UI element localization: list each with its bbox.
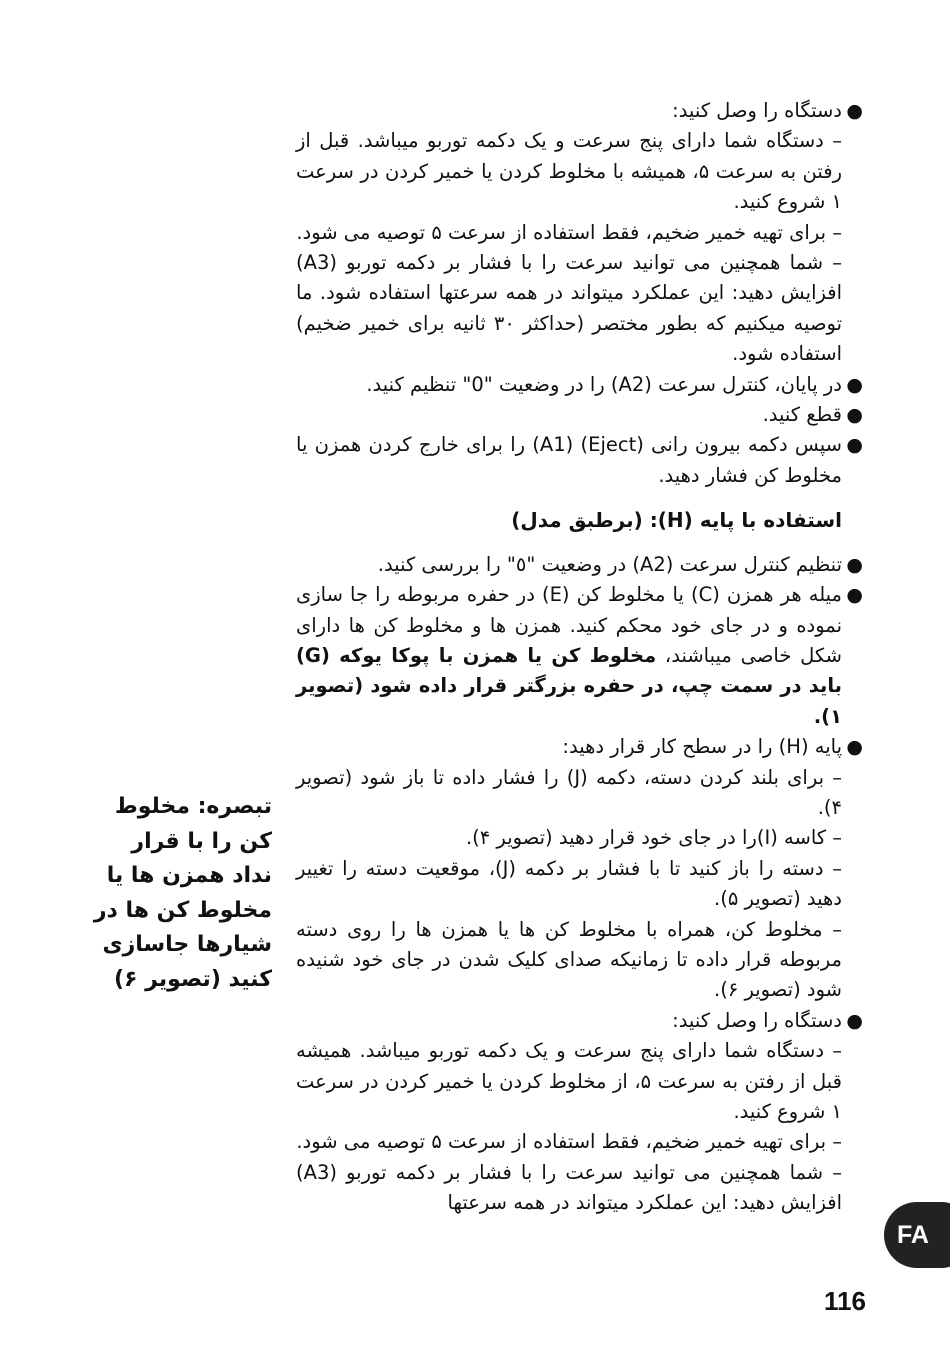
bullet-marker: ● — [846, 553, 863, 576]
instruction-detail: – دستگاه شما دارای پنج سرعت و یک دکمه توربو میباشد. قبل از رفتن به سرعت ۵، همیشه با مخلوط کردن یا خمیر کردن در سرعت ۱ شروع کنید. — [296, 129, 842, 214]
instruction-detail: – برای تهیه خمیر ضخیم، فقط استفاده از سرعت ۵ توصیه می شود. — [296, 220, 842, 244]
bullet-check-speed: ● تنظیم کنترل سرعت (A2) در وضعیت "٥" را بررسی کنید. — [296, 550, 842, 580]
instruction-detail: – کاسه (I)را در جای خود قرار دهید (تصویر ۴). — [465, 826, 842, 850]
instruction-detail: – برای بلند کردن دسته، دکمه (J) را فشار داده تا باز شود (تصویر ۴). — [296, 765, 842, 819]
instruction-detail: – دسته را باز کنید تا با فشار بر دکمه (J)، موقعیت دسته را تغییر دهید (تصویر ۵). — [296, 856, 842, 911]
page-number: 116 — [824, 1286, 866, 1316]
bullet-marker: ● — [846, 373, 863, 396]
bullet-marker: ● — [846, 736, 863, 759]
bullet-connect: ● دستگاه را وصل کنید: — [296, 96, 842, 126]
manual-body — [296, 96, 863, 1219]
bullet-marker: ● — [846, 404, 863, 427]
section-heading: استفاده با پایه (H): (برطبق مدل) — [511, 508, 842, 533]
bullet-connect-2: ● دستگاه را وصل کنید: — [296, 1006, 842, 1036]
instruction-detail: – مخلوط کن، همراه با مخلوط کن ها یا همزن ها را روی دسته مربوطه قرار داده تا زمانیکه صدای کلیک شدن در جای خود شنیده شود (تصویر ۶). — [296, 917, 842, 1002]
instruction-detail: – شما همچنین می توانید سرعت را با فشار بر دکمه توربو (A3) افزایش دهید: این عملکرد میتواند در همه سرعتها — [296, 1160, 842, 1215]
instruction-detail: – دستگاه شما دارای پنج سرعت و یک دکمه توربو میباشد. همیشه قبل از رفتن به سرعت ۵، از مخلوط کردن یا خمیر کردن در سرعت ۱ شروع کنید. — [296, 1039, 842, 1123]
bullet-marker: ● — [846, 1009, 863, 1032]
side-note: تبصره: مخلوط کن را با قرار نداد همزن ها یا مخلوط کن ها در شیارها جاسازی کنید (تصویر ۶) — [93, 794, 272, 992]
bullet-marker: ● — [846, 434, 863, 457]
bullet-insert-accessories: ● میله هر همزن (C) یا مخلوط کن (E) در حفره مربوطه را جا سازی نموده و در جای خود محکم کنید. همزن ها و مخلوط کن ها دارای شکل خاصی میباشند، مخلوط کن یا همزن با پوکا یوکه (G) باید در سمت چپ، در حفره بزرگتر قرار داده شود (تصویر ۱). — [296, 580, 842, 732]
bullet-speed-zero: ● در پایان، کنترل سرعت (A2) را در وضعیت "0" تنظیم کنید. — [296, 370, 842, 400]
bullet-marker: ● — [846, 100, 863, 122]
language-tab-label: FA — [897, 1221, 929, 1249]
bullet-place-stand: ● پایه (H) را در سطح کار قرار دهید: — [296, 732, 842, 762]
bold-instruction: مخلوط کن یا همزن با پوکا یوکه (G) باید در سمت چپ، در حفره بزرگتر قرار داده شود (تصویر ۱). — [296, 643, 842, 728]
bullet-marker: ● — [846, 584, 863, 607]
bullet-eject: ● سپس دکمه بیرون رانی (Eject) (A1) را برای خارج کردن همزن یا مخلوط کن فشار دهید. — [296, 430, 842, 491]
bullet-unplug: ● قطع کنید. — [296, 400, 842, 430]
instruction-detail: – شما همچنین می توانید سرعت را با فشار بر دکمه توربو (A3) افزایش دهید: این عملکرد میتواند در همه سرعتها استفاده شود. ما توصیه میکنیم که بطور مختصر (حداکثر ۳۰ ثانیه برای خمیر ضخیم) استفاده شود. — [296, 251, 842, 366]
instruction-detail: – برای تهیه خمیر ضخیم، فقط استفاده از سرعت ۵ توصیه می شود. — [296, 1130, 842, 1154]
